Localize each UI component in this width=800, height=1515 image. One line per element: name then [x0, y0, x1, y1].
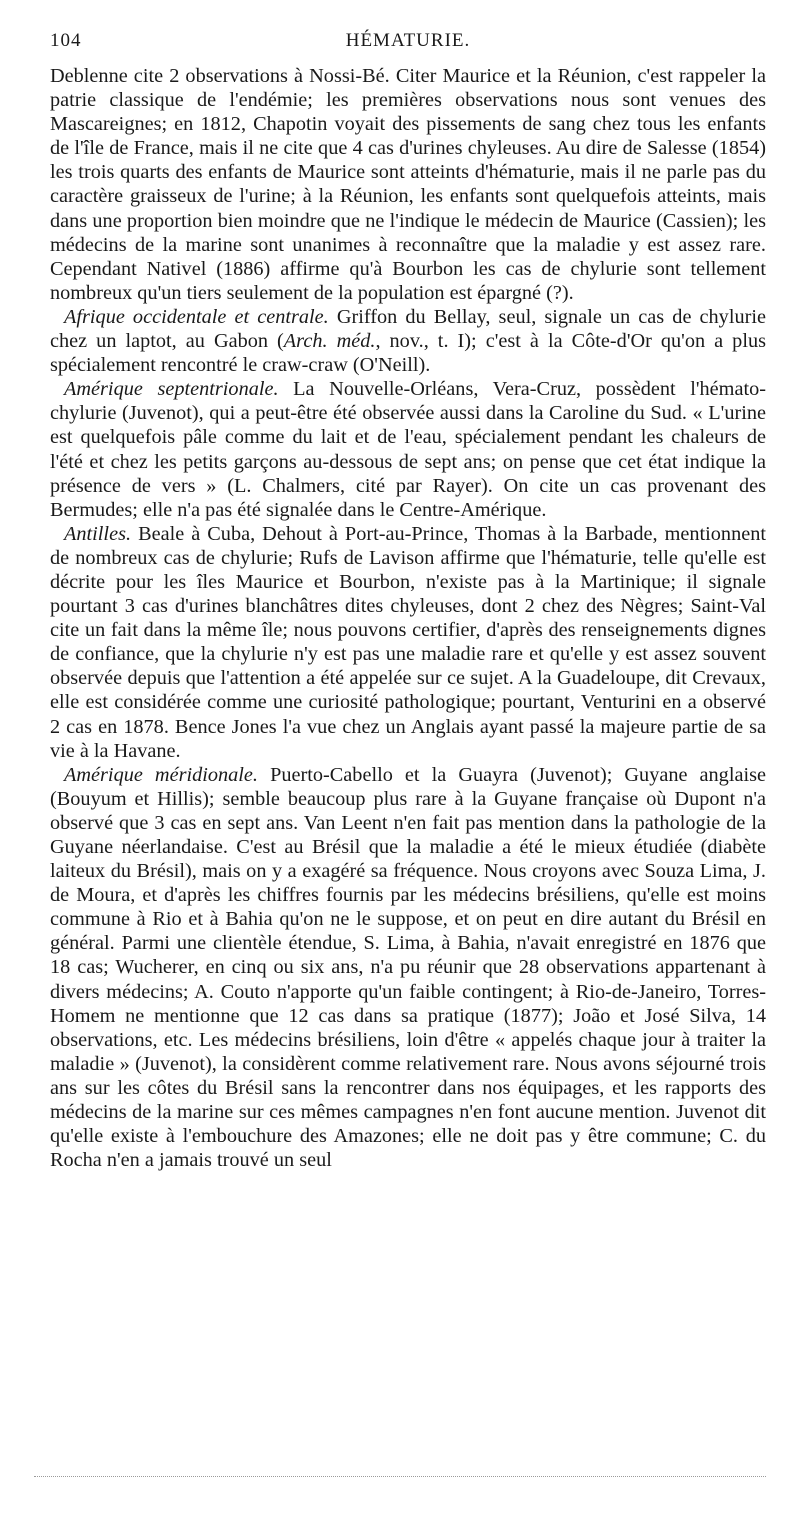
text-run: Griffon du Bellay, seul, signale un cas de chylurie chez un laptot, au Gabon ( [50, 305, 766, 353]
text-run: Puerto-Cabello et la Guayra (Juvenot); Guyane anglaise (Bouyum et Hillis); semble beaucoup plus rare à la Guyane française où Dupont n'a observé que 3 cas en sept ans. Van Leent n'en fait pas mention dans la pathologie de la Guyane néerlandaise. C'est au Brésil que la maladie a été le mieux étudiée (diabète laiteux du Brésil), mais on y a exagéré sa fréquence. Nous croyons avec Souza Lima, J. de Moura, et d'après les chiffres fournis par les médecins brésiliens, qu'elle est moins commune à Rio et à Bahia qu'on ne le suppose, et on peut en dire autant du Brésil en général. Parmi une clientèle étendue, S. Lima, à Bahia, n'avait enregistré en 1876 que 18 cas; Wucherer, en cinq ou six ans, n'a pu réunir que 28 observations appartenant à divers médecins; A. Couto n'apporte qu'un faible contingent; à Rio-de-Janeiro, Torres-Homem ne mentionne que 12 cas dans sa pratique (1877); João et José Silva, 14 observations, etc. Les médecins brésiliens, loin d'être « appelés chaque jour à traiter la maladie » (Juvenot), la considèrent comme relativement rare. Nous avons séjourné trois ans sur les côtes du Brésil sans la rencontrer dans nos équipages, et les rapports des médecins de la marine sur ces mêmes campagnes n'en font aucune mention. Juvenot dit qu'elle existe à l'embouchure des Amazones; elle ne doit pas y être commune; C. du Rocha n'en a jamais trouvé un seul [50, 763, 766, 1172]
section-heading-amerique-meridionale: Amérique méridionale. [64, 763, 258, 786]
page-number: 104 [50, 30, 82, 51]
running-title: HÉMATURIE. [345, 30, 471, 51]
text-run: La Nouvelle-Orléans, Vera-Cruz, possèdent l'hémato-chylurie (Juvenot), qui a peut-être été observée aussi dans la Caroline du Sud. « L'urine est quelquefois pâle comme du lait et de l'eau, spécialement pendant les chaleurs de l'été et chez les petits garçons au-dessous de sept ans; on pense que cet état indique la présence de vers » (L. Chalmers, cité par Rayer). On cite un cas provenant des Bermudes; elle n'a pas été signalée dans le Centre-Amérique. [50, 378, 766, 521]
paragraph-amerique-meridionale [50, 763, 766, 1173]
text-run: Deblenne cite 2 observations à Nossi-Bé. Citer Maurice et la Réunion, c'est rappeler la patrie classique de l'endémie; les premières observations nous sont venues des Mascareignes; en 1812, Chapotin voyait des pissements de sang chez tous les enfants de l'île de France, mais il ne cite que 4 cas d'urines chyleuses. Au dire de Salesse (1854) les trois quarts des enfants de Maurice sont atteints d'hématurie, mais il ne parle pas du caractère graisseux de l'urine; à la Réunion, les enfants sont quelquefois atteints, mais dans une proportion bien moindre que ne l'indique le médecin de Maurice (Cassien); les médecins de la marine sont unanimes à reconnaître que la maladie y est assez rare. Cependant Nativel (1886) affirme qu'à Bourbon les cas de chylurie sont tellement nombreux qu'un tiers seulement de la population est épargné (?). [50, 65, 766, 304]
scan-artifact-rule [34, 1476, 766, 1480]
section-heading-afrique: Afrique occidentale et centrale. [64, 305, 329, 328]
paragraph-amerique-septentrionale [50, 377, 766, 522]
paragraph-reunion-maurice [50, 64, 766, 305]
citation-title: Arch. méd. [283, 330, 376, 353]
body-text [50, 64, 766, 1172]
paragraph-antilles [50, 522, 766, 763]
running-head [50, 30, 766, 58]
paragraph-afrique [50, 305, 766, 377]
text-run: , nov., t. I); c'est à la Côte-d'Or qu'on a plus spécialement rencontré le craw-craw (O'Neill). [50, 330, 766, 377]
text-run: Beale à Cuba, Dehout à Port-au-Prince, Thomas à la Barbade, mentionnent de nombreux cas de chylurie; Rufs de Lavison affirme que l'hématurie, telle qu'elle est décrite pour les îles Maurice et Bourbon, n'existe pas à la Martinique; il signale pourtant 3 cas d'urines blanchâtres dites chyleuses, dont 2 chez des Nègres; Saint-Val cite un fait dans la même île; nous pouvons certifier, d'après des renseignements dignes de confiance, que la chylurie n'y est pas une maladie rare et qu'elle y est assez souvent observée depuis que l'attention a été appelée sur ce sujet. A la Guadeloupe, dit Crevaux, elle est considérée comme une curiosité pathologique; pourtant, Venturini en a observé 2 cas en 1878. Bence Jones l'a vue chez un Anglais ayant passé la majeure partie de sa vie à la Havane. [50, 522, 766, 762]
section-heading-amerique-septentrionale: Amérique septentrionale. [64, 378, 279, 401]
section-heading-antilles: Antilles. [64, 522, 132, 545]
